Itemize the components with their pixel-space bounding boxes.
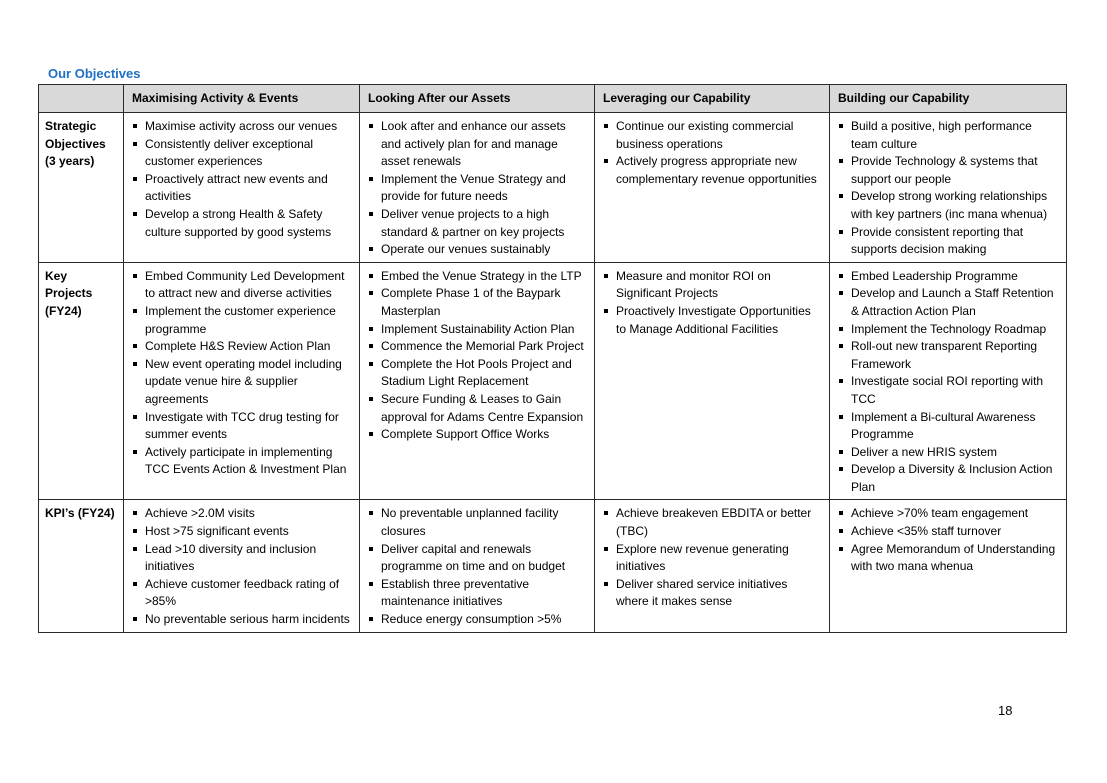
bullet-list <box>366 268 588 444</box>
list-item: Reduce energy consumption >5% <box>368 611 588 629</box>
list-item: Investigate social ROI reporting with TCC <box>838 373 1060 408</box>
table-cell <box>124 113 360 263</box>
list-item: Embed Community Led Development to attract new and diverse activities <box>132 268 353 303</box>
list-item: Complete Phase 1 of the Baypark Masterplan <box>368 285 588 320</box>
list-item: Proactively attract new events and activities <box>132 171 353 206</box>
bullet-list <box>601 268 823 338</box>
list-item: No preventable serious harm incidents <box>132 611 353 629</box>
list-item: Achieve customer feedback rating of >85% <box>132 576 353 611</box>
list-item: Deliver a new HRIS system <box>838 444 1060 462</box>
header-row <box>39 85 1067 113</box>
list-item: Host >75 significant events <box>132 523 353 541</box>
list-item: Embed the Venue Strategy in the LTP <box>368 268 588 286</box>
row-kpis <box>39 500 1067 632</box>
table-cell <box>830 262 1067 500</box>
list-item: Implement the Technology Roadmap <box>838 321 1060 339</box>
list-item: Implement the customer experience programme <box>132 303 353 338</box>
bullet-list <box>366 118 588 259</box>
row-label: Key Projects (FY24) <box>39 262 124 500</box>
list-item: Complete Support Office Works <box>368 426 588 444</box>
bullet-list <box>836 268 1060 497</box>
row-strategic-objectives <box>39 113 1067 263</box>
table-cell <box>830 500 1067 632</box>
list-item: Consistently deliver exceptional customer experiences <box>132 136 353 171</box>
list-item: Build a positive, high performance team culture <box>838 118 1060 153</box>
table-cell <box>830 113 1067 263</box>
bullet-list <box>601 118 823 188</box>
section-title: Our Objectives <box>48 66 141 81</box>
bullet-list <box>836 505 1060 575</box>
list-item: Complete H&S Review Action Plan <box>132 338 353 356</box>
list-item: Develop strong working relationships with key partners (inc mana whenua) <box>838 188 1060 223</box>
list-item: Implement a Bi-cultural Awareness Programme <box>838 409 1060 444</box>
table-cell <box>360 500 595 632</box>
corner-cell <box>39 85 124 113</box>
list-item: Maximise activity across our venues <box>132 118 353 136</box>
list-item: Explore new revenue generating initiatives <box>603 541 823 576</box>
table-cell <box>595 500 830 632</box>
list-item: Roll-out new transparent Reporting Framework <box>838 338 1060 373</box>
bullet-list <box>130 268 353 479</box>
column-header: Leveraging our Capability <box>595 85 830 113</box>
table-cell <box>360 113 595 263</box>
list-item: Implement Sustainability Action Plan <box>368 321 588 339</box>
list-item: Develop a Diversity & Inclusion Action Plan <box>838 461 1060 496</box>
list-item: Establish three preventative maintenance initiatives <box>368 576 588 611</box>
list-item: Operate our venues sustainably <box>368 241 588 259</box>
list-item: Deliver shared service initiatives where it makes sense <box>603 576 823 611</box>
bullet-list <box>836 118 1060 259</box>
bullet-list <box>601 505 823 611</box>
list-item: Complete the Hot Pools Project and Stadium Light Replacement <box>368 356 588 391</box>
list-item: Investigate with TCC drug testing for summer events <box>132 409 353 444</box>
column-header: Building our Capability <box>830 85 1067 113</box>
list-item: No preventable unplanned facility closures <box>368 505 588 540</box>
list-item: Develop and Launch a Staff Retention & Attraction Action Plan <box>838 285 1060 320</box>
list-item: Look after and enhance our assets and actively plan for and manage asset renewals <box>368 118 588 171</box>
list-item: Continue our existing commercial business operations <box>603 118 823 153</box>
column-header: Looking After our Assets <box>360 85 595 113</box>
list-item: Develop a strong Health & Safety culture supported by good systems <box>132 206 353 241</box>
list-item: New event operating model including update venue hire & supplier agreements <box>132 356 353 409</box>
list-item: Lead >10 diversity and inclusion initiatives <box>132 541 353 576</box>
row-key-projects <box>39 262 1067 500</box>
objectives-table <box>38 84 1067 633</box>
list-item: Commence the Memorial Park Project <box>368 338 588 356</box>
bullet-list <box>366 505 588 628</box>
list-item: Achieve <35% staff turnover <box>838 523 1060 541</box>
table-cell <box>124 262 360 500</box>
list-item: Achieve >70% team engagement <box>838 505 1060 523</box>
list-item: Implement the Venue Strategy and provide for future needs <box>368 171 588 206</box>
table-cell <box>595 113 830 263</box>
list-item: Achieve >2.0M visits <box>132 505 353 523</box>
list-item: Embed Leadership Programme <box>838 268 1060 286</box>
table-cell <box>360 262 595 500</box>
column-header: Maximising Activity & Events <box>124 85 360 113</box>
list-item: Actively participate in implementing TCC Events Action & Investment Plan <box>132 444 353 479</box>
list-item: Deliver venue projects to a high standard & partner on key projects <box>368 206 588 241</box>
list-item: Actively progress appropriate new complementary revenue opportunities <box>603 153 823 188</box>
row-label: KPI’s (FY24) <box>39 500 124 632</box>
row-label: Strategic Objectives (3 years) <box>39 113 124 263</box>
table-cell <box>124 500 360 632</box>
list-item: Achieve breakeven EBDITA or better (TBC) <box>603 505 823 540</box>
list-item: Deliver capital and renewals programme on time and on budget <box>368 541 588 576</box>
list-item: Provide consistent reporting that supports decision making <box>838 224 1060 259</box>
page-number: 18 <box>998 703 1013 718</box>
list-item: Measure and monitor ROI on Significant Projects <box>603 268 823 303</box>
bullet-list <box>130 505 353 628</box>
bullet-list <box>130 118 353 241</box>
list-item: Secure Funding & Leases to Gain approval for Adams Centre Expansion <box>368 391 588 426</box>
list-item: Proactively Investigate Opportunities to Manage Additional Facilities <box>603 303 823 338</box>
list-item: Provide Technology & systems that support our people <box>838 153 1060 188</box>
table-cell <box>595 262 830 500</box>
list-item: Agree Memorandum of Understanding with two mana whenua <box>838 541 1060 576</box>
